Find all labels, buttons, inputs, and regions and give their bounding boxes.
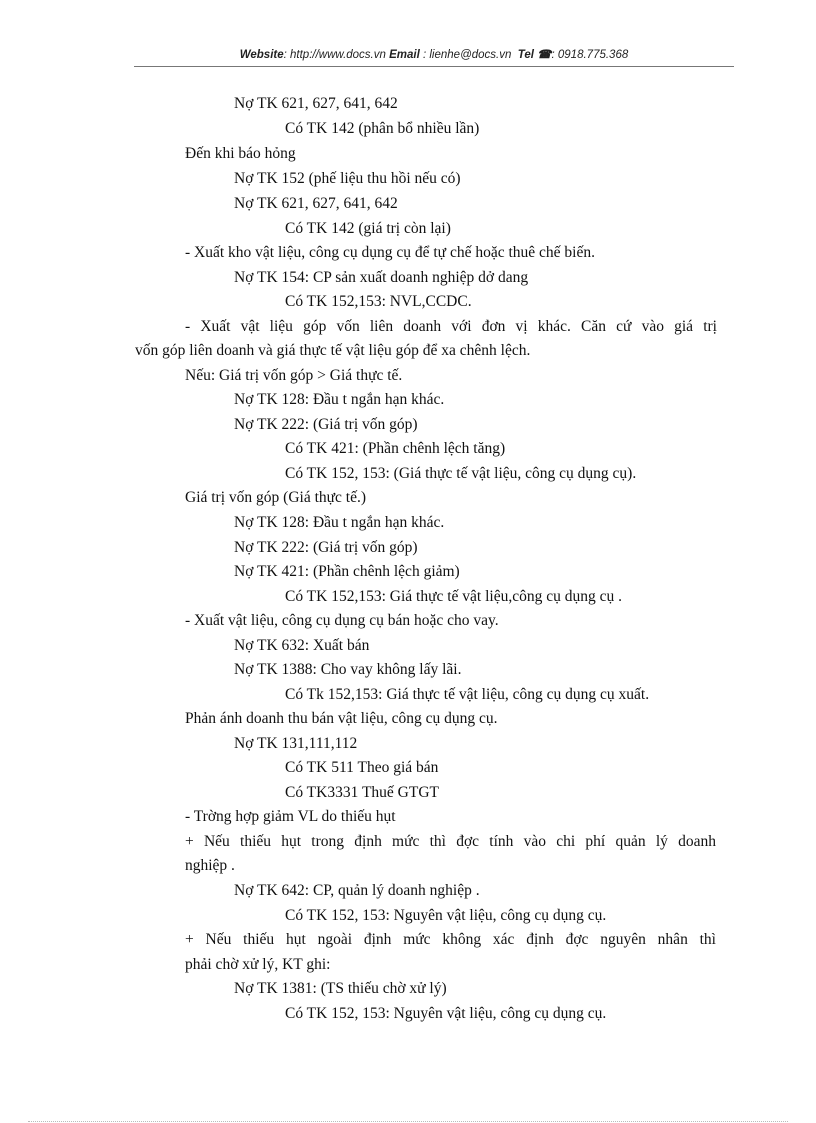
text-line: Nợ TK 632: Xuất bán: [234, 637, 370, 654]
text-line: Nợ TK 1381: (TS thiếu chờ xử lý): [234, 980, 447, 997]
text-line: Có TK 421: (Phần chênh lệch tăng): [285, 440, 506, 457]
text-line: Nếu: Giá trị vốn góp > Giá thực tế.: [185, 367, 403, 384]
text-line: Có TK 142 (phân bổ nhiều lần): [285, 120, 480, 137]
text-line: Nợ TK 131,111,112: [234, 735, 358, 752]
text-line: Có TK 152,153: Giá thực tế vật liệu,công cụ dụng cụ .: [285, 588, 622, 605]
website-url[interactable]: http://www.docs.vn: [290, 49, 386, 61]
text-line: Phản ánh doanh thu bán vật liệu, công cụ dụng cụ.: [185, 710, 498, 727]
text-line: Giá trị vốn góp (Giá thực tế.): [185, 489, 367, 506]
text-line: - Trờng hợp giảm VL do thiếu hụt: [185, 808, 396, 825]
text-line: + Nếu thiếu hụt ngoài định mức không xác định đợc nguyên nhân thì: [185, 931, 716, 948]
text-line: Có TK3331 Thuế GTGT: [285, 784, 439, 801]
text-line: Có TK 152, 153: Nguyên vật liệu, công cụ dụng cụ.: [285, 1005, 607, 1022]
text-line: Nợ TK 621, 627, 641, 642: [234, 95, 398, 112]
text-line: Có Tk 152,153: Giá thực tế vật liệu, công cụ dụng cụ xuất.: [285, 686, 650, 703]
text-line: - Xuất vật liệu góp vốn liên doanh với đơn vị khác. Căn cứ vào giá trị: [185, 318, 717, 335]
text-line: Nợ TK 621, 627, 641, 642: [234, 195, 398, 212]
text-line: Nợ TK 128: Đầu t ngắn hạn khác.: [234, 391, 445, 408]
text-line: + Nếu thiếu hụt trong định mức thì đợc tính vào chi phí quản lý doanh: [185, 833, 716, 850]
website-separator: :: [283, 49, 291, 61]
tel-label: Tel: [517, 49, 534, 61]
text-line: Có TK 152, 153: Nguyên vật liệu, công cụ dụng cụ.: [285, 907, 607, 924]
text-line: Nợ TK 222: (Giá trị vốn góp): [234, 539, 418, 556]
page-bottom-edge: [28, 1121, 788, 1122]
tel-number: : 0918.775.368: [551, 49, 629, 61]
text-line: Nợ TK 152 (phế liệu thu hồi nếu có): [234, 170, 461, 187]
text-line: Đến khi báo hỏng: [185, 145, 296, 162]
text-line: Nợ TK 222: (Giá trị vốn góp): [234, 416, 418, 433]
text-line: - Xuất kho vật liệu, công cụ dụng cụ để tự chế hoặc thuê chế biến.: [185, 244, 595, 261]
text-line: Nợ TK 421: (Phần chênh lệch giảm): [234, 563, 460, 580]
email-address[interactable]: lienhe@docs.vn: [429, 49, 512, 61]
header-divider: [134, 66, 734, 67]
text-line: vốn góp liên doanh và giá thực tế vật liệu góp để xa chênh lệch.: [135, 342, 531, 359]
email-label: Email: [389, 49, 420, 61]
text-line: Có TK 152,153: NVL,CCDC.: [285, 293, 472, 310]
text-line: Có TK 152, 153: (Giá thực tế vật liệu, công cụ dụng cụ).: [285, 465, 637, 482]
text-line: Nợ TK 642: CP, quản lý doanh nghiệp .: [234, 882, 480, 899]
email-separator: :: [419, 49, 430, 61]
text-line: Có TK 142 (giá trị còn lại): [285, 220, 451, 237]
page-header: [134, 47, 734, 61]
text-line: phải chờ xử lý, KT ghi:: [185, 956, 331, 973]
website-label: Website: [239, 49, 284, 61]
text-line: nghiệp .: [185, 857, 235, 874]
text-line: Nợ TK 1388: Cho vay không lấy lãi.: [234, 661, 462, 678]
text-line: Nợ TK 128: Đầu t ngắn hạn khác.: [234, 514, 445, 531]
text-line: - Xuất vật liệu, công cụ dụng cụ bán hoặc cho vay.: [185, 612, 499, 629]
text-line: Có TK 511 Theo giá bán: [285, 759, 439, 776]
phone-icon: ☎: [537, 49, 552, 61]
text-line: Nợ TK 154: CP sản xuất doanh nghiệp dở dang: [234, 269, 529, 286]
